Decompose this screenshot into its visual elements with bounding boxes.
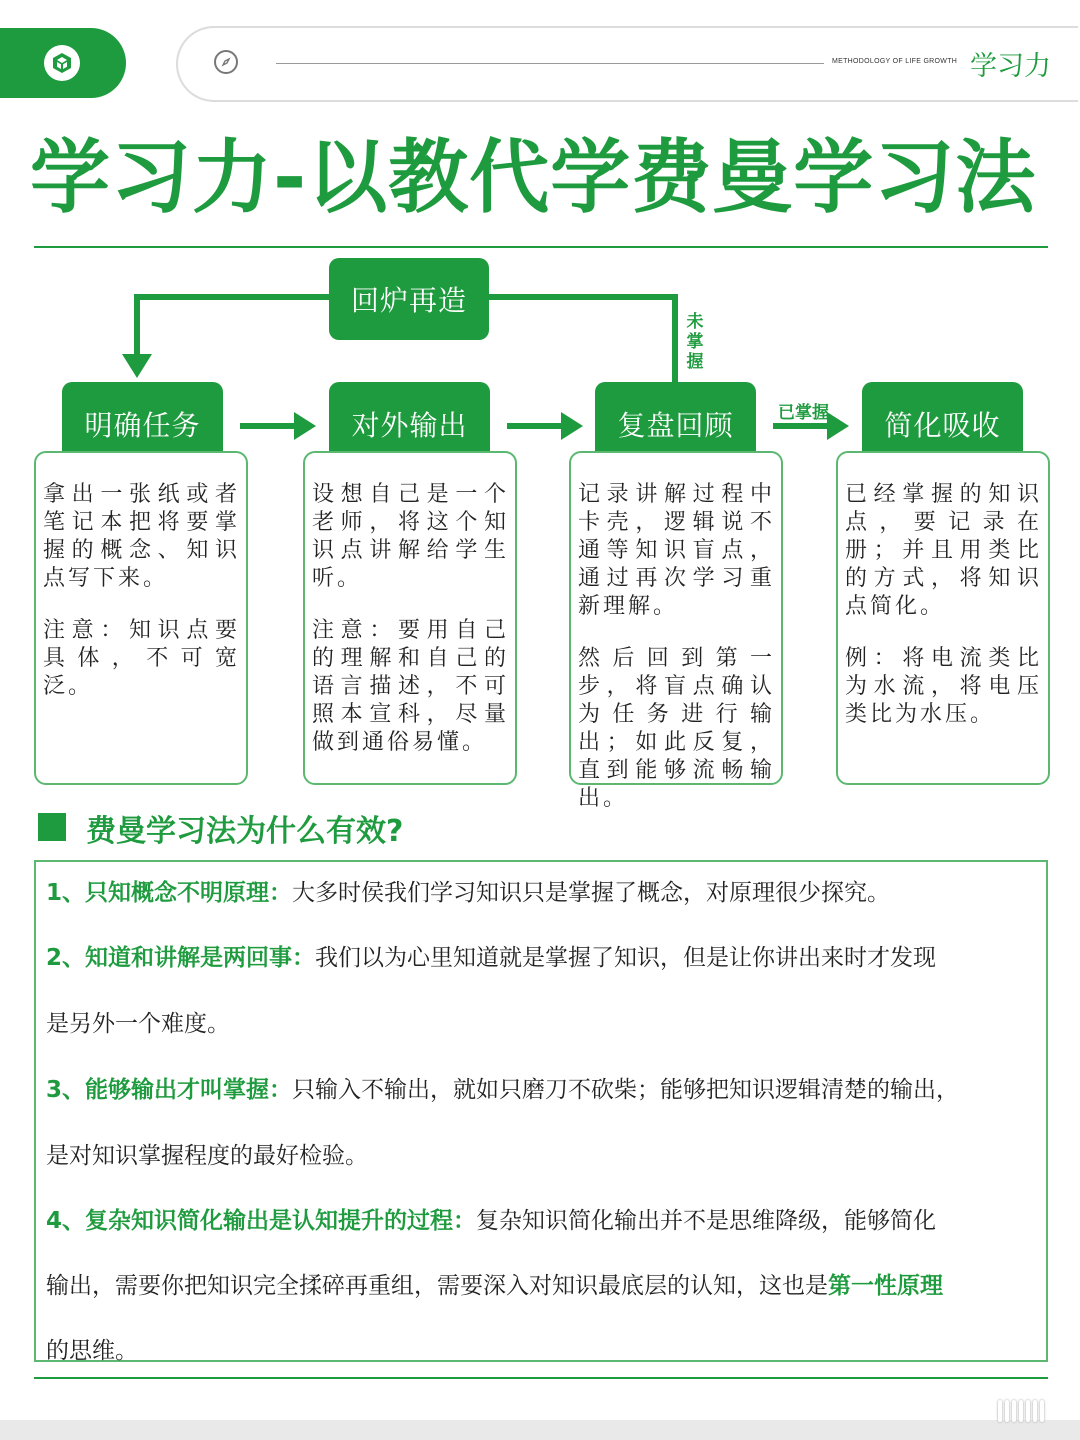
reason-4-text: 复杂知识简化输出并不是思维降级，能够简化 (476, 1208, 937, 1234)
loop-arrow-head (122, 354, 152, 378)
title-divider (34, 246, 1048, 248)
loop-line-down (134, 294, 140, 358)
step-4-text: 已经掌握的知识点，要记录在册；并且用类比的方式，将知识点简化。 (845, 482, 1042, 619)
reason-3-text: 只输入不输出，就如只磨刀不砍柴；能够把知识逻辑清楚的输出， (292, 1077, 960, 1103)
step-4-note: 例：将电流类比为水流，将电压类比为水压。 (845, 646, 1042, 727)
arrow-right-icon (507, 406, 583, 446)
step-1-note: 注意：知识点要具体，不可宽泛。 (43, 618, 240, 699)
reason-4-cont (46, 1267, 943, 1300)
reason-2 (46, 939, 936, 972)
header-brand: 学习力 (970, 51, 1051, 82)
step-box-1 (34, 451, 248, 785)
loop-line-up (672, 294, 678, 382)
reason-1-label: 1、只知概念不明原理： (46, 880, 293, 906)
loop-label: 回炉再造 (329, 258, 489, 340)
reason-3-label: 3、能够输出才叫掌握： (46, 1077, 293, 1103)
cube-icon (44, 45, 80, 81)
loop-line-left (134, 294, 330, 300)
step-1-text: 拿出一张纸或者笔记本把将要掌握的概念、知识点写下来。 (43, 482, 240, 591)
compass-icon (214, 50, 238, 74)
reason-1 (46, 874, 890, 907)
arrow-right-icon (240, 406, 316, 446)
bottom-bar (0, 1420, 1080, 1440)
reason-4-label: 4、复杂知识简化输出是认知提升的过程： (46, 1208, 477, 1234)
step-2-note: 注意：要用自己的理解和自己的语言描述，不可照本宣科，尽量做到通俗易懂。 (312, 618, 509, 755)
reason-1-text: 大多时侯我们学习知识只是掌握了概念，对原理很少探究。 (292, 880, 891, 906)
reason-2-cont: 是另外一个难度。 (46, 1011, 230, 1037)
reason-2-text: 我们以为心里知道就是掌握了知识，但是让你讲出来时才发现 (315, 945, 937, 971)
logo-tab (0, 28, 126, 98)
reason-4-end: 的思维。 (46, 1338, 138, 1364)
reasons-box (34, 860, 1048, 1362)
reason-4-text-2: 输出，需要你把知识完全揉碎再重组，需要深入对知识最底层的认知，这也是 (46, 1273, 828, 1299)
step-3-note: 然后回到第一步，将盲点确认为任务进行输出；如此反复，直到能够流畅输出。 (578, 646, 775, 811)
section-marker (38, 813, 66, 841)
header-divider (276, 63, 824, 64)
step-box-3 (569, 451, 783, 811)
bottom-divider (34, 1377, 1048, 1379)
page-indicator (998, 1400, 1044, 1422)
step-title-2: 对外输出 (329, 382, 490, 466)
reason-3-cont: 是对知识掌握程度的最好检验。 (46, 1143, 368, 1169)
reason-3 (46, 1071, 959, 1104)
header-tagline: METHODOLOGY OF LIFE GROWTH (832, 58, 958, 65)
step-title-4: 简化吸收 (862, 382, 1023, 466)
first-principle-highlight: 第一性原理 (828, 1273, 943, 1299)
header-bar (176, 26, 1078, 102)
step-title-1: 明确任务 (62, 382, 223, 466)
section-heading: 费曼学习法为什么有效? (86, 814, 404, 849)
step-box-4 (836, 451, 1050, 785)
loop-line-right (488, 294, 678, 300)
page-title: 学习力-以教代学费曼学习法 (30, 131, 1037, 224)
mastered-label: 已掌握 (778, 403, 829, 423)
reason-4 (46, 1202, 936, 1235)
not-mastered-label: 未掌握 (686, 312, 704, 372)
reason-2-label: 2、知道和讲解是两回事： (46, 945, 316, 971)
step-title-3: 复盘回顾 (595, 382, 756, 466)
step-3-text: 记录讲解过程中卡壳，逻辑说不通等知识盲点，通过再次学习重新理解。 (578, 482, 775, 619)
step-box-2 (303, 451, 517, 785)
step-2-text: 设想自己是一个老师，将这个知识点讲解给学生听。 (312, 482, 509, 591)
